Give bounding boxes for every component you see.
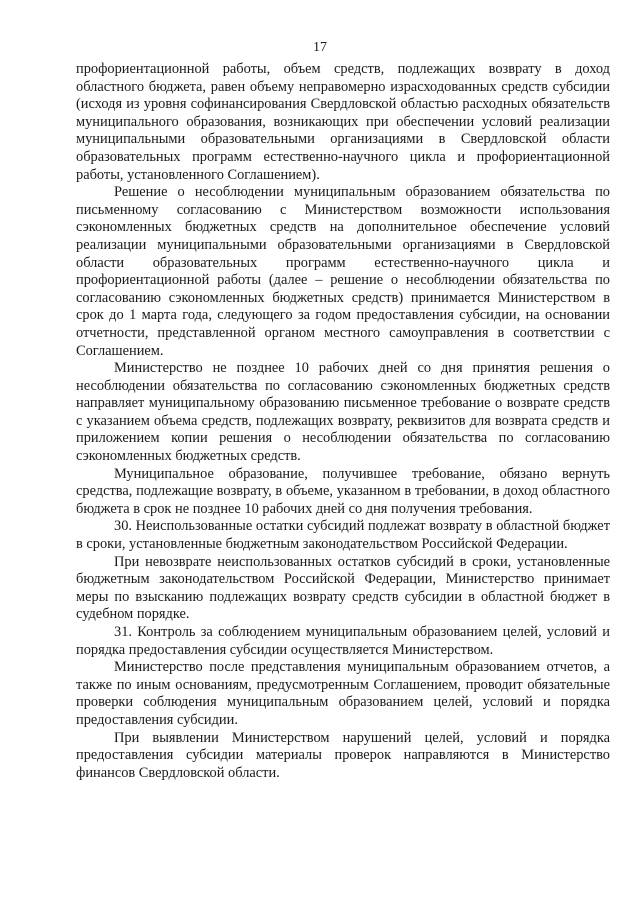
- paragraph: При выявлении Министерством нарушений целей, условий и порядка предоставления субсидии материалы проверок направляются в Министерство финансов Свердловской области.: [76, 729, 610, 781]
- paragraph: Решение о несоблюдении муниципальным образованием обязательства по письменному согласованию с Министерством возможности использования сэкономленных бюджетных средств на дополнительное обеспечение условий реализации муниципальными образовательными организациями в Свердловской области образовательных программ естественно-научного цикла и профориентационной работы (далее – решение о несоблюдении обязательства по согласованию сэкономленных бюджетных средств) принимается Министерством в срок до 1 марта года, следующего за годом предоставления субсидии, на основании отчетности, представленной органом местного самоуправления в соответствии с Соглашением.: [76, 184, 610, 359]
- paragraph: Муниципальное образование, получившее требование, обязано вернуть средства, подлежащие возврату, в объеме, указанном в требовании, в доход областного бюджета в срок не позднее 10 рабочих дней со дня получения требования.: [76, 465, 610, 517]
- paragraph: профориентационной работы, объем средств, подлежащих возврату в доход областного бюджета, равен объему неправомерно израсходованных средств субсидии (исходя из уровня софинансирования Свердловской областью расходных обязательств муниципального образования, возникающих при обеспечении условий реализации муниципальными образовательными организациями в Свердловской области образовательных программ естественно-научного цикла и профориентационной работы, установленного Соглашением).: [76, 61, 610, 183]
- paragraph: Министерство после представления муниципальным образованием отчетов, а также по иным основаниям, предусмотренным Соглашением, проводит обязательные проверки соблюдения муниципальным образованием целей, условий и порядка предоставления субсидии.: [76, 659, 610, 728]
- document-body: [76, 61, 610, 782]
- page-number: 17: [313, 40, 327, 55]
- paragraph: При невозврате неиспользованных остатков субсидий в сроки, установленные бюджетным законодательством Российской Федерации, Министерство принимает меры по взысканию подлежащих возврату средств субсидии в областной бюджет в судебном порядке.: [76, 553, 610, 623]
- paragraph: Министерство не позднее 10 рабочих дней со дня принятия решения о несоблюдении обязательства по согласованию сэкономленных бюджетных средств направляет муниципальному образованию письменное требование о возврате средств с указанием объема средств, подлежащих возврату, реквизитов для возврата средств и приложением копии решения о несоблюдении обязательства по согласованию сэкономленных бюджетных средств.: [76, 360, 610, 465]
- paragraph: 30. Неиспользованные остатки субсидий подлежат возврату в областной бюджет в сроки, установленные бюджетным законодательством Российской Федерации.: [76, 518, 610, 553]
- paragraph: 31. Контроль за соблюдением муниципальным образованием целей, условий и порядка предоставления субсидии осуществляется Министерством.: [76, 624, 610, 658]
